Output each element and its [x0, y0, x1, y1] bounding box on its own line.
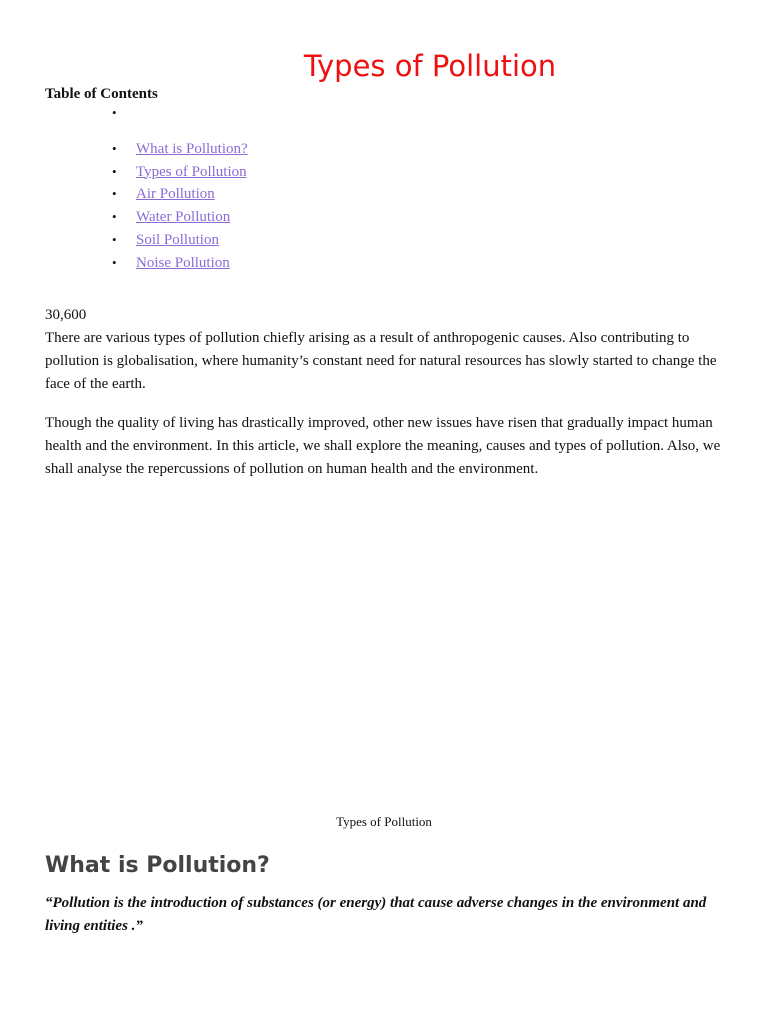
- page-title: Types of Pollution: [303, 49, 557, 83]
- toc-link-water-pollution[interactable]: Water Pollution: [136, 209, 231, 226]
- overview-paragraph: Though the quality of living has drastically improved, other new issues have risen that gradually impact human health and the environment. In this article, we shall explore the meaning, causes and types of pollution. Also, we shall analyse the repercussions of pollution on human health and the environment.: [45, 415, 721, 478]
- toc-link-soil-pollution[interactable]: Soil Pollution: [136, 231, 219, 248]
- toc-link-noise-pollution[interactable]: Noise Pollution: [136, 254, 230, 271]
- toc-item-types-of-pollution: [0, 161, 248, 184]
- intro-paragraph: There are various types of pollution chiefly arising as a result of anthropogenic causes. Also contributing to pollution is globalisation, where humanity’s constant need for natural resources has slowly started to change the face of the earth.: [45, 330, 717, 393]
- toc-item-what-is-pollution: [0, 138, 248, 161]
- toc-item-noise-pollution: [0, 252, 248, 275]
- table-of-contents: [0, 102, 248, 275]
- toc-item-water-pollution: [0, 206, 248, 229]
- toc-item-air-pollution: [0, 183, 248, 206]
- toc-link-what-is-pollution[interactable]: What is Pollution?: [136, 140, 248, 157]
- figure-caption: Types of Pollution: [336, 814, 432, 829]
- toc-item-empty: [0, 102, 248, 125]
- toc-link-air-pollution[interactable]: Air Pollution: [136, 186, 215, 203]
- pollution-definition-quote: “Pollution is the introduction of substances (or energy) that cause adverse changes in the environment and living entities .”: [45, 895, 707, 934]
- toc-heading: Table of Contents: [45, 86, 158, 102]
- toc-link-types-of-pollution[interactable]: Types of Pollution: [136, 163, 247, 180]
- toc-item-soil-pollution: [0, 229, 248, 252]
- section-heading-what-is-pollution: What is Pollution?: [45, 853, 270, 878]
- figure-image-placeholder: [45, 495, 723, 795]
- view-count: 30,600: [45, 307, 87, 323]
